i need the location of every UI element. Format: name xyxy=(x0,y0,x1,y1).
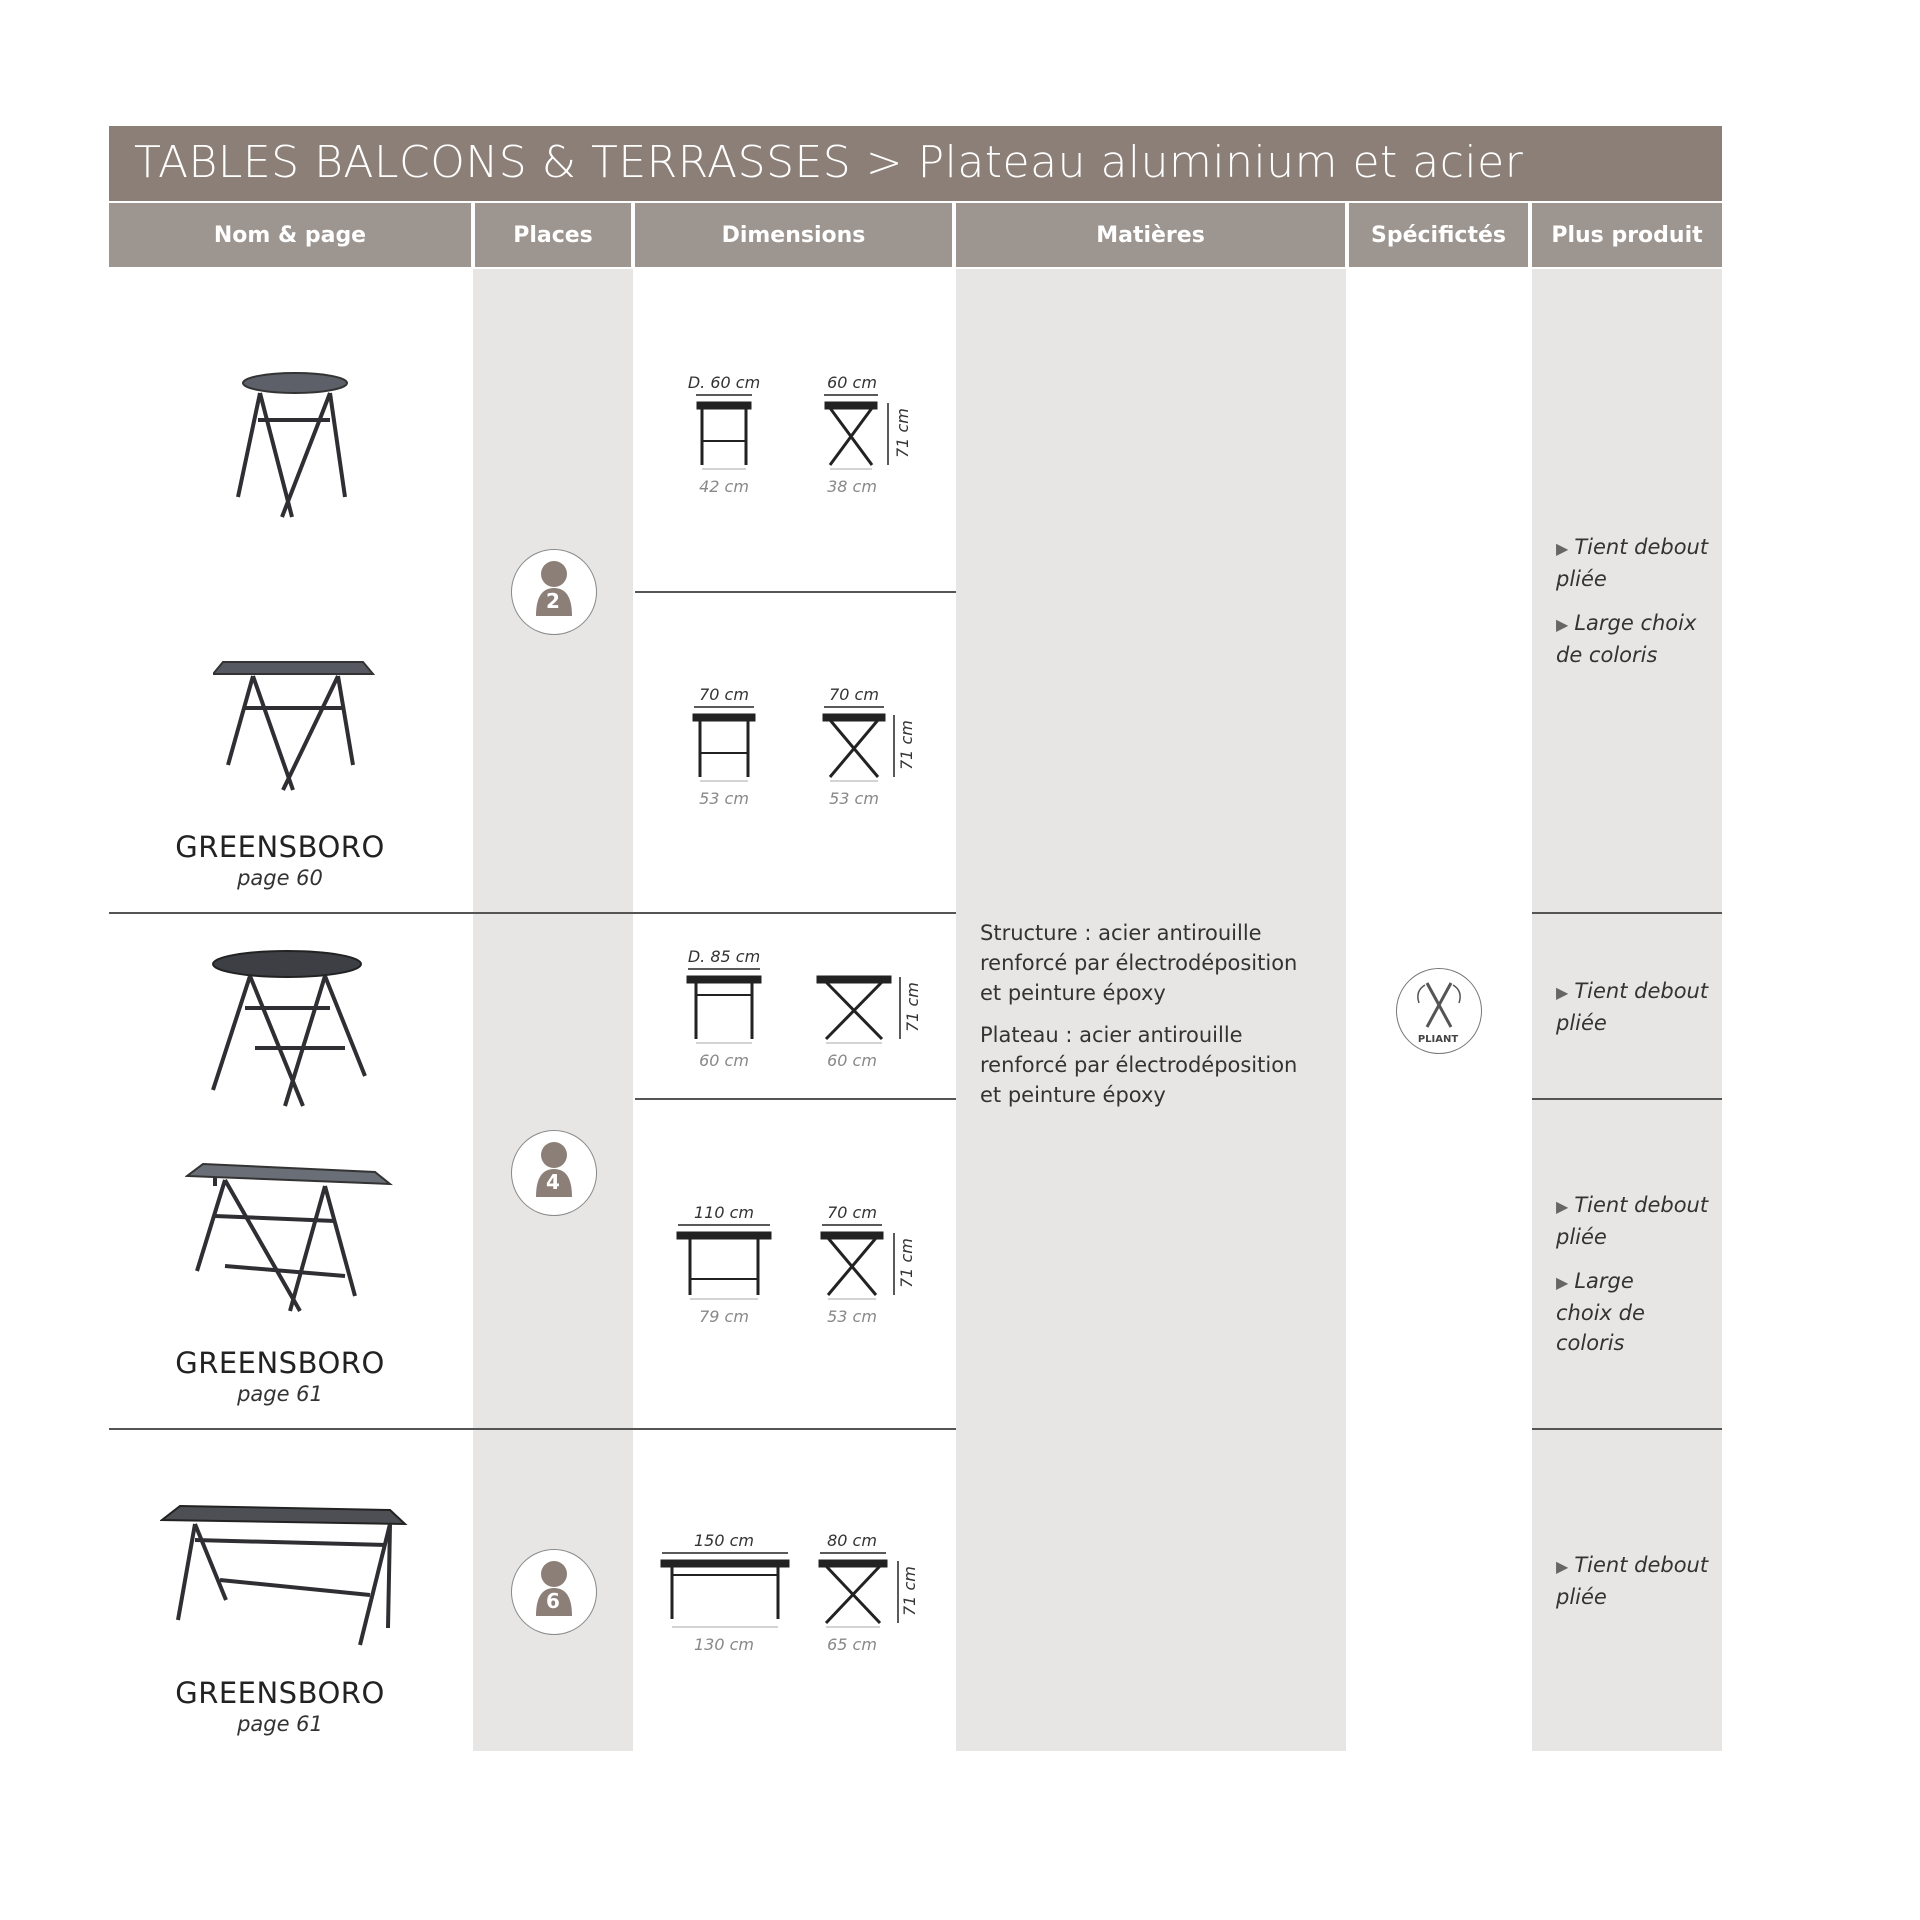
dim-side-bottom-label: 53 cm xyxy=(829,789,879,808)
dim-height-label: 71 cm xyxy=(893,408,912,458)
col-header-places: Places xyxy=(475,203,631,267)
round-table-85-image xyxy=(205,948,380,1108)
side-view-diagram xyxy=(822,705,906,785)
col-header-name: Nom & page xyxy=(109,203,471,267)
bullet-arrow-icon: ▶ xyxy=(1556,983,1569,1002)
row-divider xyxy=(635,591,956,593)
bullet-arrow-icon: ▶ xyxy=(1556,1557,1569,1576)
product-page: page 61 xyxy=(237,1712,323,1736)
row-divider xyxy=(109,912,956,914)
col-header-materials: Matières xyxy=(956,203,1345,267)
dim-bottom-label: 60 cm xyxy=(699,1051,749,1070)
row-divider xyxy=(109,1428,956,1430)
round-table-60-image xyxy=(230,365,360,525)
dim-top-label: 110 cm xyxy=(693,1203,754,1222)
square-table-70-image xyxy=(213,650,378,795)
rect-table-110-image xyxy=(185,1156,395,1316)
dim-side-top-label: 80 cm xyxy=(827,1531,877,1550)
dim-side-bottom-label: 53 cm xyxy=(827,1307,877,1326)
plus-item: ▶ Tient debout pliée xyxy=(1556,535,1709,591)
dim-height-label: 71 cm xyxy=(900,1566,919,1616)
front-view-diagram xyxy=(660,1551,790,1631)
side-view-diagram xyxy=(818,1551,910,1631)
places-count: 4 xyxy=(546,1170,560,1194)
folding-badge-label: PLIANT xyxy=(1417,1034,1459,1045)
front-view-diagram xyxy=(676,1223,772,1303)
places-count: 2 xyxy=(546,589,560,613)
bullet-arrow-icon: ▶ xyxy=(1556,539,1569,558)
row-divider xyxy=(1532,1428,1722,1430)
dim-side-top-label: 70 cm xyxy=(829,685,879,704)
dim-bottom-label: 53 cm xyxy=(699,789,749,808)
places-count: 6 xyxy=(546,1589,560,1613)
product-name: GREENSBORO xyxy=(175,1676,385,1710)
plus-item: ▶ Large choix de coloris xyxy=(1556,611,1697,667)
bullet-arrow-icon: ▶ xyxy=(1556,615,1569,634)
page-title: TABLES BALCONS & TERRASSES > Plateau aluminium et acier xyxy=(134,137,1524,188)
materials-column xyxy=(956,269,1346,1751)
side-view-diagram xyxy=(816,967,912,1047)
plus-item: ▶ Large choix de coloris xyxy=(1556,1269,1645,1355)
dim-bottom-label: 42 cm xyxy=(699,477,749,496)
dim-height-label: 71 cm xyxy=(897,720,916,770)
col-header-dimensions: Dimensions xyxy=(635,203,952,267)
materials-structure: Structure : acier antirouille renforcé par électrodéposition et peinture époxy xyxy=(980,921,1298,1005)
dim-side-bottom-label: 60 cm xyxy=(827,1051,877,1070)
dim-side-top-label: 70 cm xyxy=(827,1203,877,1222)
plus-item: ▶ Tient debout pliée xyxy=(1556,979,1709,1035)
dim-bottom-label: 130 cm xyxy=(693,1635,754,1654)
plus-item: ▶ Tient debout pliée xyxy=(1556,1553,1709,1609)
side-view-diagram xyxy=(822,393,902,473)
dim-bottom-label: 79 cm xyxy=(699,1307,749,1326)
row-divider xyxy=(635,1098,956,1100)
product-name: GREENSBORO xyxy=(175,830,385,864)
dim-height-label: 71 cm xyxy=(897,1238,916,1288)
front-view-diagram xyxy=(686,967,762,1047)
dim-top-label: D. 85 cm xyxy=(687,947,761,966)
front-view-diagram xyxy=(692,705,756,785)
bullet-arrow-icon: ▶ xyxy=(1556,1197,1569,1216)
side-view-diagram xyxy=(820,1223,904,1303)
bullet-arrow-icon: ▶ xyxy=(1556,1273,1569,1292)
dim-side-bottom-label: 38 cm xyxy=(827,477,877,496)
col-header-specs: Spécifictés xyxy=(1349,203,1528,267)
materials-plateau: Plateau : acier antirouille renforcé par électrodéposition et peinture époxy xyxy=(980,1023,1298,1107)
dim-top-label: D. 60 cm xyxy=(687,373,761,392)
front-view-diagram xyxy=(694,393,754,473)
dim-side-top-label: 60 cm xyxy=(827,373,877,392)
product-page: page 60 xyxy=(237,866,323,890)
row-divider xyxy=(1532,1098,1722,1100)
product-page: page 61 xyxy=(237,1382,323,1406)
plus-item: ▶ Tient debout pliée xyxy=(1556,1193,1709,1249)
rect-table-150-image xyxy=(160,1500,410,1650)
col-header-plus: Plus produit xyxy=(1532,203,1722,267)
dim-top-label: 70 cm xyxy=(699,685,749,704)
dim-height-label: 71 cm xyxy=(903,982,922,1032)
dim-side-bottom-label: 65 cm xyxy=(827,1635,877,1654)
row-divider xyxy=(1532,912,1722,914)
dim-top-label: 150 cm xyxy=(693,1531,754,1550)
places-column xyxy=(473,269,633,1751)
product-name: GREENSBORO xyxy=(175,1346,385,1380)
